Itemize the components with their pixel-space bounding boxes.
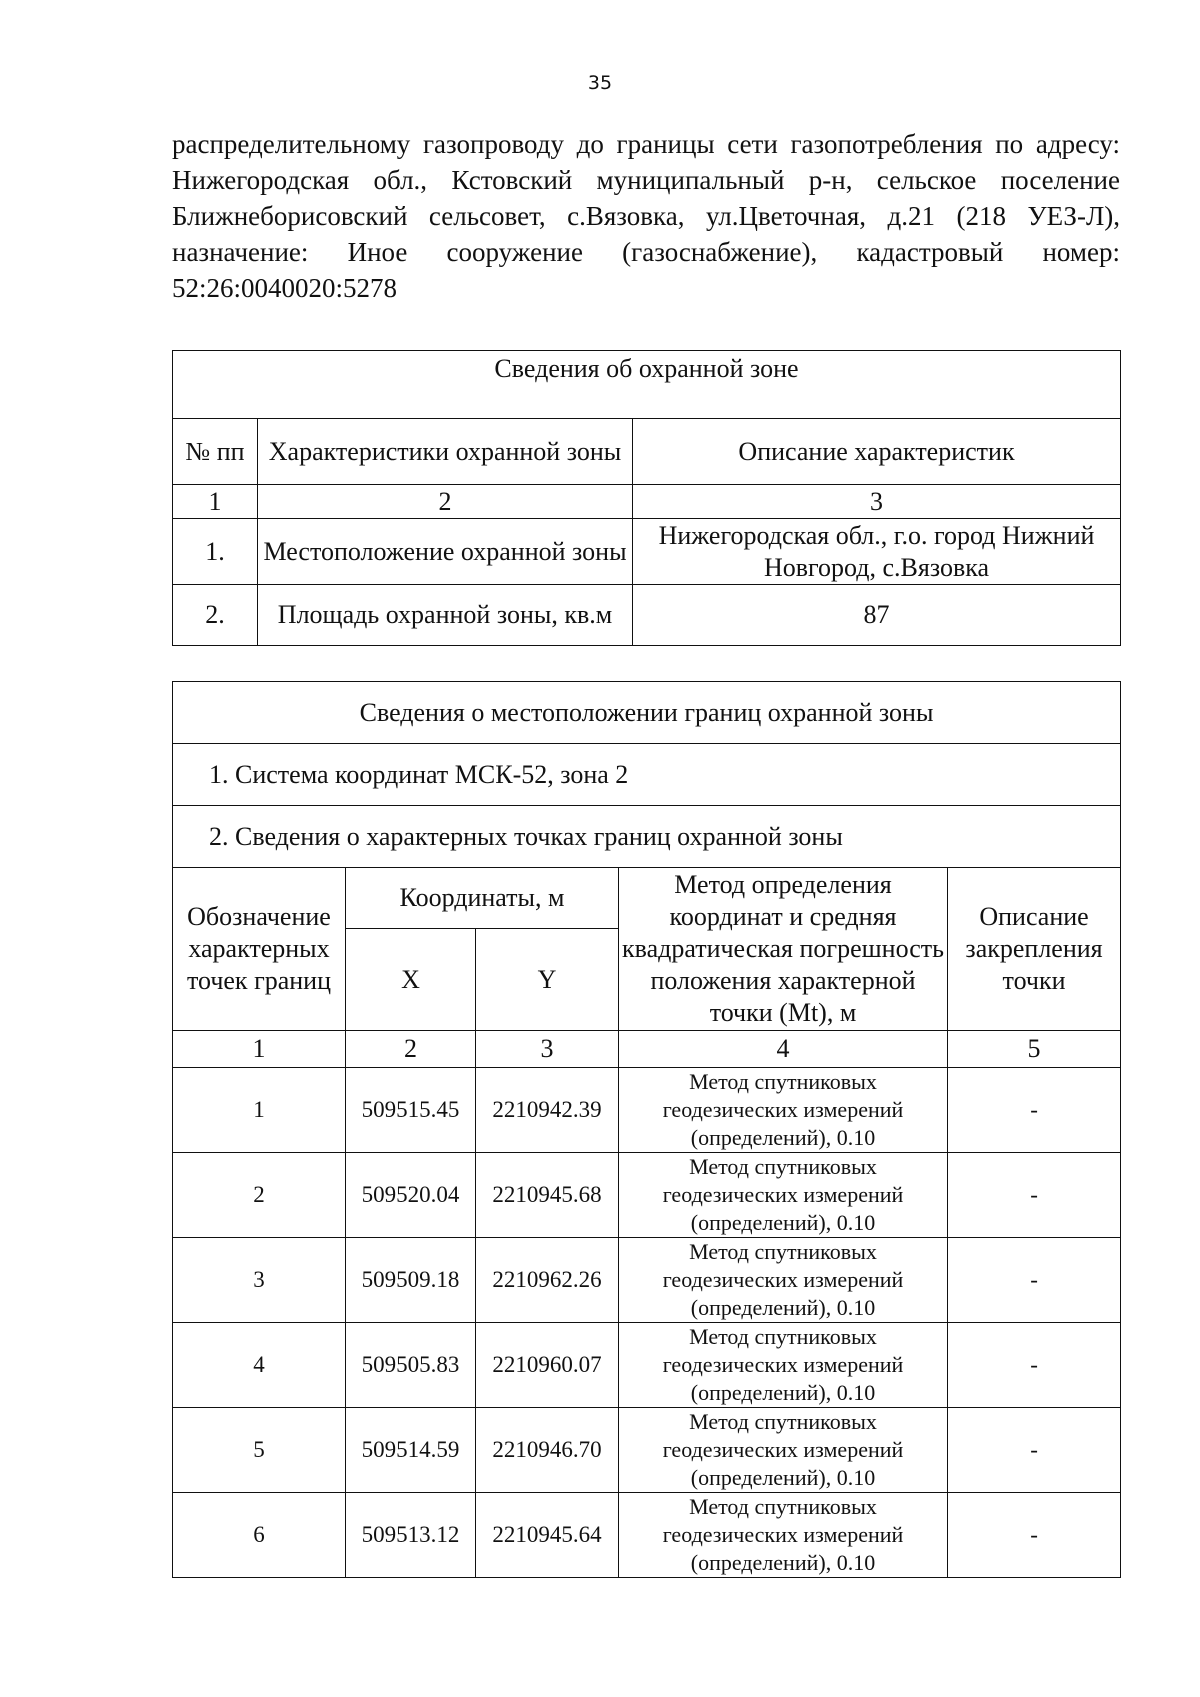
method: Метод спутниковых геодезических измерений (определений), 0.10 — [619, 1238, 948, 1323]
table-row — [173, 1323, 1121, 1408]
column-number: 3 — [476, 1031, 619, 1068]
coord-y: 2210945.68 — [476, 1153, 619, 1238]
point-id: 1 — [173, 1068, 346, 1153]
method: Метод спутниковых геодезических измерений (определений), 0.10 — [619, 1153, 948, 1238]
fixing: - — [948, 1323, 1121, 1408]
header-cell: Метод определения координат и средняя квадратическая погрешность положения характерной точки (Mt), м — [619, 868, 948, 1031]
table-title-row — [173, 682, 1121, 744]
point-id: 3 — [173, 1238, 346, 1323]
point-id: 4 — [173, 1323, 346, 1408]
method: Метод спутниковых геодезических измерений (определений), 0.10 — [619, 1323, 948, 1408]
fixing: - — [948, 1408, 1121, 1493]
table-cell: Площадь охранной зоны, кв.м — [258, 585, 633, 646]
table-row — [173, 1493, 1121, 1578]
boundary-table — [172, 681, 1121, 1578]
intro-paragraph — [172, 126, 1120, 306]
table-row — [173, 1068, 1121, 1153]
header-cell: Координаты, м — [346, 868, 619, 929]
header-cell: Характеристики охранной зоны — [258, 419, 633, 485]
column-number: 1 — [173, 1031, 346, 1068]
point-id: 5 — [173, 1408, 346, 1493]
table-cell: Местоположение охранной зоны — [258, 519, 633, 585]
point-id: 6 — [173, 1493, 346, 1578]
table-header-row — [173, 419, 1121, 485]
points-heading-row — [173, 806, 1121, 868]
header-cell: Описание характеристик — [633, 419, 1121, 485]
fixing: - — [948, 1493, 1121, 1578]
points-heading: 2. Сведения о характерных точках границ охранной зоны — [173, 806, 1121, 868]
table-row — [173, 1238, 1121, 1323]
column-number: 2 — [346, 1031, 476, 1068]
table-title-row — [173, 351, 1121, 419]
table-row — [173, 1153, 1121, 1238]
method: Метод спутниковых геодезических измерений (определений), 0.10 — [619, 1408, 948, 1493]
column-number-row — [173, 485, 1121, 519]
coord-x: 509513.12 — [346, 1493, 476, 1578]
column-number: 5 — [948, 1031, 1121, 1068]
table-row — [173, 519, 1121, 585]
coord-y: 2210942.39 — [476, 1068, 619, 1153]
fixing: - — [948, 1068, 1121, 1153]
coord-x: 509505.83 — [346, 1323, 476, 1408]
fixing: - — [948, 1153, 1121, 1238]
intro-line: 52:26:0040020:5278 — [172, 273, 398, 303]
point-id: 2 — [173, 1153, 346, 1238]
column-number-row — [173, 1031, 1121, 1068]
fixing: - — [948, 1238, 1121, 1323]
coord-x: 509509.18 — [346, 1238, 476, 1323]
coord-system: 1. Система координат МСК-52, зона 2 — [173, 744, 1121, 806]
zone-info-title: Сведения об охранной зоне — [173, 351, 1121, 419]
intro-line: Нижегородская обл., Кстовский муниципальный р-н, сельское поселение — [172, 165, 1120, 195]
zone-info-table — [172, 350, 1121, 646]
coord-y: 2210945.64 — [476, 1493, 619, 1578]
header-cell: Y — [476, 929, 619, 1031]
page-number: 35 — [587, 72, 613, 94]
boundary-title: Сведения о местоположении границ охранной зоны — [173, 682, 1121, 744]
table-row — [173, 585, 1121, 646]
column-number: 1 — [173, 485, 258, 519]
coord-y: 2210962.26 — [476, 1238, 619, 1323]
table-cell: 1. — [173, 519, 258, 585]
table-cell: Нижегородская обл., г.о. город Нижний Новгород, с.Вязовка — [633, 519, 1121, 585]
coord-system-row — [173, 744, 1121, 806]
table-header-row — [173, 868, 1121, 929]
header-cell: X — [346, 929, 476, 1031]
table-cell: 2. — [173, 585, 258, 646]
coord-y: 2210946.70 — [476, 1408, 619, 1493]
header-cell: Описание закрепления точки — [948, 868, 1121, 1031]
coord-x: 509515.45 — [346, 1068, 476, 1153]
coord-x: 509514.59 — [346, 1408, 476, 1493]
column-number: 4 — [619, 1031, 948, 1068]
column-number: 2 — [258, 485, 633, 519]
coord-y: 2210960.07 — [476, 1323, 619, 1408]
coord-x: 509520.04 — [346, 1153, 476, 1238]
intro-line: Ближнеборисовский сельсовет, с.Вязовка, ул.Цветочная, д.21 (218 УЕЗ-Л), — [172, 201, 1120, 231]
table-row — [173, 1408, 1121, 1493]
header-cell: Обозначение характерных точек границ — [173, 868, 346, 1031]
method: Метод спутниковых геодезических измерений (определений), 0.10 — [619, 1493, 948, 1578]
header-cell: № пп — [173, 419, 258, 485]
intro-line: распределительному газопроводу до границы сети газопотребления по адресу: — [172, 129, 1120, 159]
table-cell: 87 — [633, 585, 1121, 646]
method: Метод спутниковых геодезических измерений (определений), 0.10 — [619, 1068, 948, 1153]
intro-line: назначение: Иное сооружение (газоснабжение), кадастровый номер: — [172, 237, 1120, 267]
column-number: 3 — [633, 485, 1121, 519]
